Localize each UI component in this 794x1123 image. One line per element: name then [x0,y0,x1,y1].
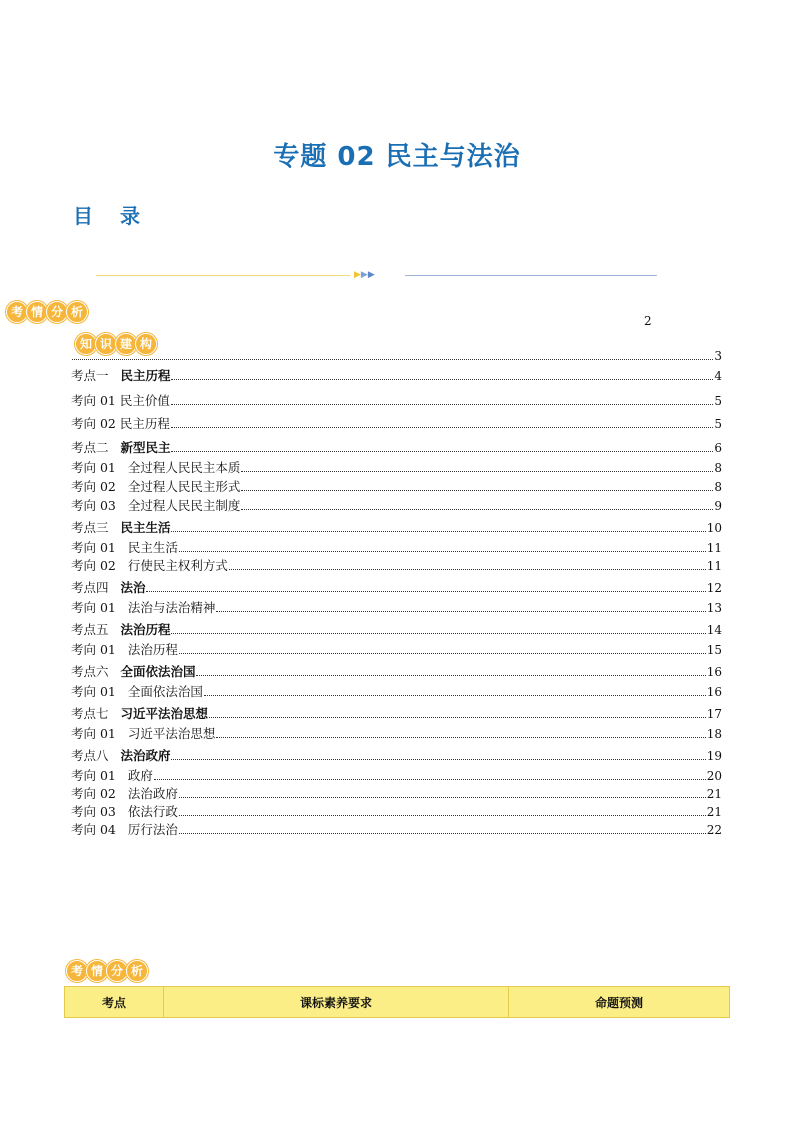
toc-label [71,684,203,700]
toc-text: 厉行法治 [127,822,178,837]
exam-analysis-table [64,986,730,1018]
badge-char: 析 [126,960,148,982]
leader-dots [209,717,706,718]
toc-label [71,706,208,722]
toc-row[interactable] [71,393,722,409]
toc-label [71,368,170,384]
leader-dots [241,509,713,510]
toc-prefix: 考向 01 [71,540,116,555]
page-number: 15 [706,643,722,657]
page-number: 11 [706,541,722,555]
toc-label [71,580,145,596]
toc-prefix: 考向 02 [71,479,116,494]
leader-dots [179,551,706,552]
toc-prefix: 考点七 [71,706,109,721]
page-number: 16 [706,685,722,699]
page-number: 5 [714,394,722,408]
toc-label [71,726,215,742]
badge-char: 考 [6,301,28,323]
badge-char: 析 [66,301,88,323]
toc-row[interactable] [71,768,722,784]
toc-text: 法治历程 [120,622,171,637]
toc-text: 法治政府 [120,748,171,763]
toc-row[interactable] [71,726,722,742]
page-number: 8 [714,461,722,475]
toc-label [71,393,170,409]
toc-text: 法治政府 [127,786,178,801]
badge-exam-analysis-top[interactable] [6,301,86,323]
toc-row[interactable] [71,664,722,680]
toc-row[interactable] [71,440,722,456]
toc-row[interactable] [71,368,722,384]
leader-dots [171,379,713,380]
page-number: 17 [706,707,722,721]
toc-row[interactable] [71,600,722,616]
toc-prefix: 考点五 [71,622,109,637]
toc-row[interactable] [71,786,722,802]
toc-label [71,440,170,456]
leader-dots [179,797,706,798]
leader-dots [229,569,706,570]
badge-char: 考 [66,960,88,982]
toc-text: 习近平法治思想 [127,726,216,741]
toc-prefix: 考向 02 [71,416,116,431]
table-header-row [65,987,730,1018]
toc-text: 习近平法治思想 [120,706,208,721]
toc-text: 政府 [127,768,153,783]
toc-text: 全过程人民民主制度 [127,498,241,513]
toc-prefix: 考向 03 [71,498,116,513]
toc-prefix: 考点六 [71,664,109,679]
leader-dots [171,633,705,634]
toc-prefix: 考向 02 [71,786,116,801]
toc-prefix: 考向 01 [71,768,116,783]
toc-heading: 目 录 [73,204,150,228]
page-number: 10 [706,521,722,535]
toc-label [71,498,240,514]
toc-text: 民主生活 [120,520,171,535]
toc-prefix: 考向 01 [71,726,116,741]
leader-dots [72,359,713,360]
toc-text: 法治 [120,580,146,595]
header-requirements: 课标素养要求 [164,987,509,1018]
header-prediction: 命题预测 [509,987,730,1018]
toc-prefix: 考向 01 [71,393,116,408]
toc-row[interactable] [71,460,722,476]
toc-text: 民主价值 [119,393,170,408]
toc-label [71,479,240,495]
page-number: 22 [706,823,722,837]
badge-char: 分 [46,301,68,323]
toc-label [71,540,178,556]
toc-label [71,822,178,838]
leader-dots [216,737,705,738]
toc-prefix: 考向 03 [71,804,116,819]
toc-prefix: 考向 01 [71,684,116,699]
toc-prefix: 考点三 [71,520,109,535]
leader-dots [171,451,713,452]
document-title: 专题 02 民主与法治 [273,142,521,172]
toc-text: 依法行政 [127,804,178,819]
leader-dots [154,779,706,780]
toc-row[interactable] [71,580,722,596]
toc-label [71,748,170,764]
leader-dots [241,490,713,491]
toc-text: 全面依法治国 [127,684,203,699]
toc-text: 民主历程 [119,416,170,431]
toc-label [71,664,195,680]
toc-prefix: 考向 01 [71,460,116,475]
badge-char: 情 [26,301,48,323]
toc-prefix: 考点八 [71,748,109,763]
page-number: 20 [706,769,722,783]
page-number: 6 [714,441,722,455]
page-number: 11 [706,559,722,573]
toc-label [71,768,153,784]
toc-row[interactable] [71,348,722,364]
page-number: 21 [706,805,722,819]
page-number: 16 [706,665,722,679]
toc-prefix: 考向 04 [71,822,116,837]
leader-dots [146,591,705,592]
leader-dots [241,471,713,472]
toc-text: 法治与法治精神 [127,600,216,615]
toc-row[interactable] [71,498,722,514]
toc-row[interactable] [71,622,722,638]
divider-left-line [96,275,350,276]
leader-dots [216,611,705,612]
toc-label [71,642,178,658]
toc-prefix: 考向 02 [71,558,116,573]
toc-row[interactable] [71,706,722,722]
toc-label [71,416,170,432]
toc-row[interactable] [71,520,722,536]
toc-row[interactable] [71,479,722,495]
page-number: 8 [714,480,722,494]
toc-text: 民主历程 [120,368,171,383]
toc-prefix: 考点一 [71,368,109,383]
toc-row[interactable] [71,540,722,556]
toc-label [71,558,228,574]
header-kaodian: 考点 [65,987,164,1018]
page-number: 3 [714,349,722,363]
toc-label [71,804,178,820]
toc-row[interactable] [71,804,722,820]
page-number: 19 [706,749,722,763]
badge-char: 建 [115,333,137,355]
toc-label [71,600,215,616]
badge-char: 识 [95,333,117,355]
toc-text: 民主生活 [127,540,178,555]
badge-char: 构 [135,333,157,355]
toc-label [71,622,170,638]
decorative-divider [96,270,658,280]
toc-label [71,460,240,476]
toc-label [71,786,178,802]
toc-row[interactable] [71,642,722,658]
leader-dots [171,759,705,760]
toc-prefix: 考向 01 [71,600,116,615]
leader-dots [204,695,706,696]
toc-prefix: 考点二 [71,440,109,455]
toc-text: 新型民主 [120,440,171,455]
toc-row[interactable] [71,822,722,838]
toc-page-ref: 2 [644,314,652,328]
leader-dots [196,675,705,676]
toc-prefix: 考向 01 [71,642,116,657]
badge-char: 分 [106,960,128,982]
leader-dots [179,815,706,816]
arrow-icons: ▶▶▶ [354,270,375,280]
leader-dots [179,653,706,654]
toc-text: 法治历程 [127,642,178,657]
badge-char: 知 [75,333,97,355]
page-number: 5 [714,417,722,431]
toc-text: 行使民主权利方式 [127,558,228,573]
toc-row[interactable] [71,416,722,432]
toc-row[interactable] [71,684,722,700]
page-number: 12 [706,581,722,595]
page-number: 9 [714,499,722,513]
page-number: 14 [706,623,722,637]
toc-text: 全过程人民民主本质 [127,460,241,475]
leader-dots [179,833,706,834]
toc-label [71,520,170,536]
toc-row[interactable] [71,748,722,764]
page-number: 13 [706,601,722,615]
toc-text: 全面依法治国 [120,664,196,679]
divider-right-line [405,275,657,276]
page-number: 4 [714,369,722,383]
leader-dots [171,427,713,428]
leader-dots [171,404,713,405]
badge-char: 情 [86,960,108,982]
toc-text: 全过程人民民主形式 [127,479,241,494]
toc-prefix: 考点四 [71,580,109,595]
toc-row[interactable] [71,558,722,574]
leader-dots [171,531,705,532]
page-number: 21 [706,787,722,801]
badge-exam-analysis-bottom[interactable] [66,960,146,982]
page-number: 18 [706,727,722,741]
